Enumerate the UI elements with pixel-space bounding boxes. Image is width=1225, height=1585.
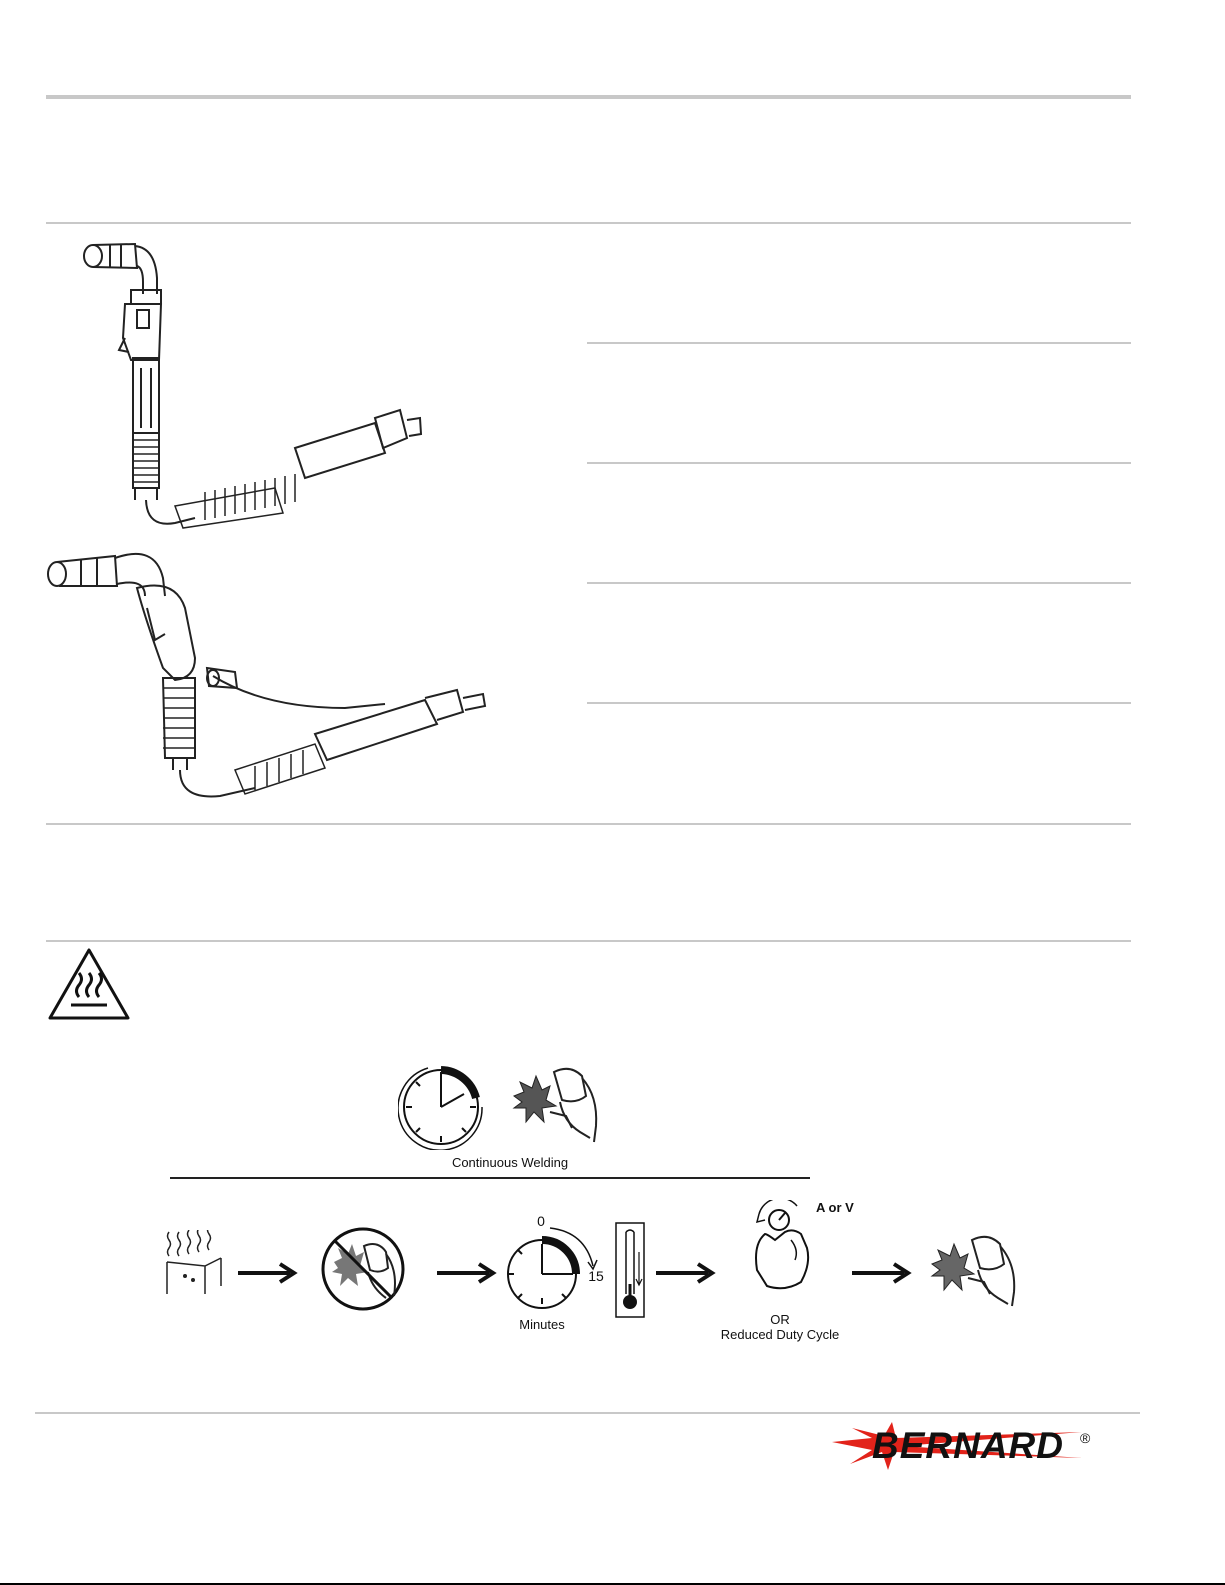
spec-rule-3: [587, 582, 1131, 584]
no-welding-icon: [320, 1226, 406, 1312]
minutes-label: Minutes: [519, 1317, 565, 1332]
brand-logo-text: BERNARD: [872, 1425, 1064, 1466]
adjust-knob-hand-icon: [745, 1200, 817, 1292]
spec-rule-4: [587, 702, 1131, 704]
mig-gun-straight-illustration: [55, 238, 435, 533]
hot-machine-icon: [165, 1230, 223, 1295]
clock-start-label: 0: [537, 1213, 545, 1229]
diagram-separator: [170, 1177, 810, 1179]
registered-mark: ®: [1080, 1430, 1091, 1446]
spec-rule-2: [587, 462, 1131, 464]
reduced-duty-cycle-label: Reduced Duty Cycle: [720, 1327, 840, 1342]
arrow-right-icon: [238, 1262, 298, 1284]
adjust-label: A or V: [816, 1200, 854, 1215]
section-rule-3: [46, 940, 1131, 942]
spec-rule-1: [587, 342, 1131, 344]
section-rule-1: [46, 222, 1131, 224]
clock-end-label: 15: [588, 1268, 604, 1284]
arrow-right-icon: [656, 1262, 716, 1284]
continuous-welding-label: Continuous Welding: [451, 1155, 569, 1170]
hot-surface-warning-icon: [47, 947, 131, 1021]
arrow-right-icon: [437, 1262, 497, 1284]
section-rule-2: [46, 823, 1131, 825]
or-label: OR: [770, 1312, 790, 1327]
footer-rule: [35, 1412, 1140, 1414]
mig-gun-curved-illustration: [45, 548, 495, 803]
resume-welding-icon: [928, 1228, 1020, 1308]
thermometer-icon: [615, 1222, 645, 1318]
top-rule: [46, 95, 1131, 99]
welder-icon: [510, 1066, 602, 1144]
arrow-right-icon: [852, 1262, 912, 1284]
duty-cycle-clock-icon: [398, 1064, 484, 1150]
